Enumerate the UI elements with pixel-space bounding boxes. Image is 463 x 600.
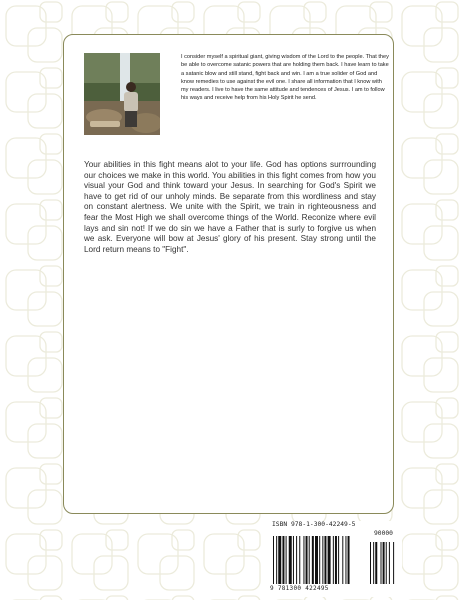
content-panel [63, 34, 394, 514]
barcode-digits: 9 781300 422495 [270, 585, 329, 592]
author-photo [84, 53, 160, 135]
author-bio: I consider myself a spiritual giant, giving wisdom of the Lord to the people. That they be able to overcome satanic powers that are holding them back. I have learn to take a satanic blow and still stand, fight back and win. I am a true solider of God and know remedies to use against the evil one. I share all information that I know with my readers. I live to have the same attitude and tendences of Jesus. I am to follow his ways and receive help from his Holy Spirit he send. [181, 54, 389, 102]
isbn-barcode-block [268, 521, 402, 597]
barcode [272, 536, 398, 586]
back-cover-text: Your abilities in this fight means alot to your life. God has options surrrounding our choices we make in this world. You abilities in this fight comes from how you visual your God and think toward your Jesus. In searching for God's Spirit we have to get rid of our unholy minds. Be separate from this wordliness and stay on constant alertness. We unite with the Spirit, we train in righteousness and fear the Most High we shall overcome things of the World. Reconize where evil lays and sin not! If we do sin we have a Father that is surly to forgive us when we ask. Everyone will bow at Jesus' glory of his present. Stay strong until the Lord return means to "Fight". [84, 160, 376, 254]
price-code: 90000 [374, 530, 393, 537]
isbn-label: ISBN 978-1-300-42249-5 [272, 521, 356, 528]
